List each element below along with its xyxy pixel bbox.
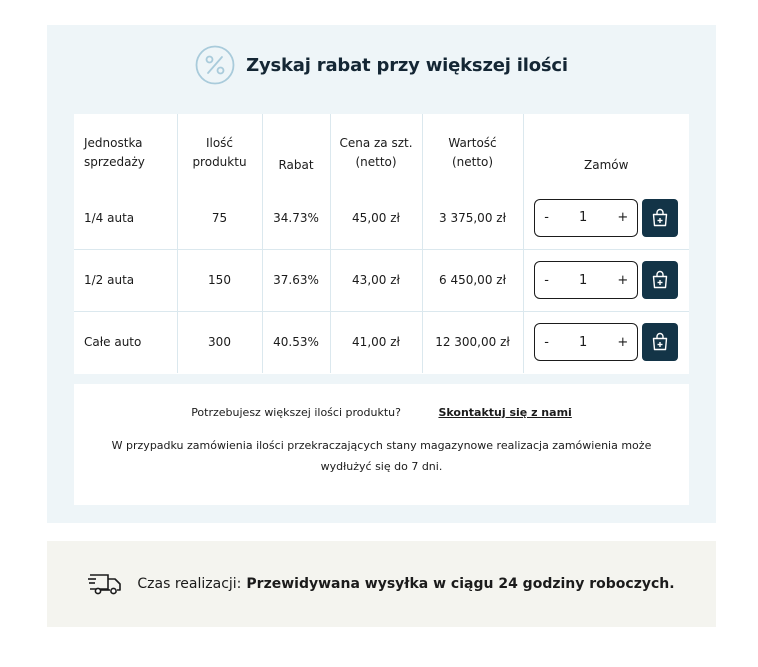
info-card xyxy=(74,384,689,505)
discount-panel xyxy=(47,25,716,523)
decrement-button[interactable]: - xyxy=(544,334,549,350)
cell-price: 41,00 zł xyxy=(330,311,422,373)
add-to-cart-button[interactable] xyxy=(642,199,678,237)
quantity-stepper xyxy=(534,261,638,299)
decrement-button[interactable]: - xyxy=(544,210,549,226)
cell-unit: 1/2 auta xyxy=(74,249,177,311)
cell-unit: Całe auto xyxy=(74,311,177,373)
header-price: Cena za szt. (netto) xyxy=(330,114,422,187)
cart-add-icon xyxy=(650,332,670,352)
percent-icon xyxy=(195,45,235,85)
header-discount: Rabat xyxy=(262,114,330,187)
discount-title: Zyskaj rabat przy większej ilości xyxy=(246,54,568,76)
discount-header xyxy=(47,44,716,86)
delivery-bar xyxy=(47,541,716,627)
contact-link[interactable]: Skontaktuj się z nami xyxy=(438,406,572,419)
increment-button[interactable]: + xyxy=(617,272,629,288)
delivery-label: Czas realizacji: xyxy=(137,576,242,592)
header-unit: Jednostka sprzedaży xyxy=(84,136,145,169)
add-to-cart-button[interactable] xyxy=(642,323,678,361)
cell-value: 3 375,00 zł xyxy=(422,187,523,249)
table-header-row xyxy=(74,114,689,187)
add-to-cart-button[interactable] xyxy=(642,261,678,299)
table-row xyxy=(74,311,689,373)
cell-value: 6 450,00 zł xyxy=(422,249,523,311)
cell-discount: 34.73% xyxy=(262,187,330,249)
cell-qty: 150 xyxy=(177,249,262,311)
cell-unit: 1/4 auta xyxy=(84,210,135,225)
truck-icon xyxy=(88,572,122,596)
cell-qty: 75 xyxy=(177,187,262,249)
cell-discount: 40.53% xyxy=(262,311,330,373)
quantity-input[interactable]: 1 xyxy=(579,272,588,288)
cell-order xyxy=(523,311,689,373)
quantity-stepper xyxy=(534,199,638,237)
discount-table xyxy=(74,114,689,373)
need-more-row xyxy=(74,406,689,419)
header-value: Wartość (netto) xyxy=(422,114,523,187)
increment-button[interactable]: + xyxy=(617,334,629,350)
quantity-input[interactable]: 1 xyxy=(579,334,588,350)
table-row xyxy=(74,187,689,249)
quantity-input[interactable]: 1 xyxy=(579,210,588,226)
cell-discount: 37.63% xyxy=(262,249,330,311)
quantity-stepper xyxy=(534,323,638,361)
delivery-value: Przewidywana wysyłka w ciągu 24 godziny roboczych. xyxy=(246,576,675,592)
need-more-text: Potrzebujesz większej ilości produktu? xyxy=(191,406,401,419)
cell-value: 12 300,00 zł xyxy=(422,311,523,373)
cell-order xyxy=(523,249,689,311)
cart-add-icon xyxy=(650,270,670,290)
table-row xyxy=(74,249,689,311)
header-order: Zamów xyxy=(523,114,689,187)
cell-order xyxy=(523,187,689,249)
cell-price: 43,00 zł xyxy=(330,249,422,311)
header-qty: Ilość produktu xyxy=(177,114,262,187)
cell-qty: 300 xyxy=(177,311,262,373)
stock-note: W przypadku zamówienia ilości przekraczających stany magazynowe realizacja zamówienia może wydłużyć się do 7 dni. xyxy=(111,439,652,473)
cell-price: 45,00 zł xyxy=(330,187,422,249)
cart-add-icon xyxy=(650,208,670,228)
decrement-button[interactable]: - xyxy=(544,272,549,288)
discount-table-card xyxy=(74,114,689,374)
increment-button[interactable]: + xyxy=(617,210,629,226)
